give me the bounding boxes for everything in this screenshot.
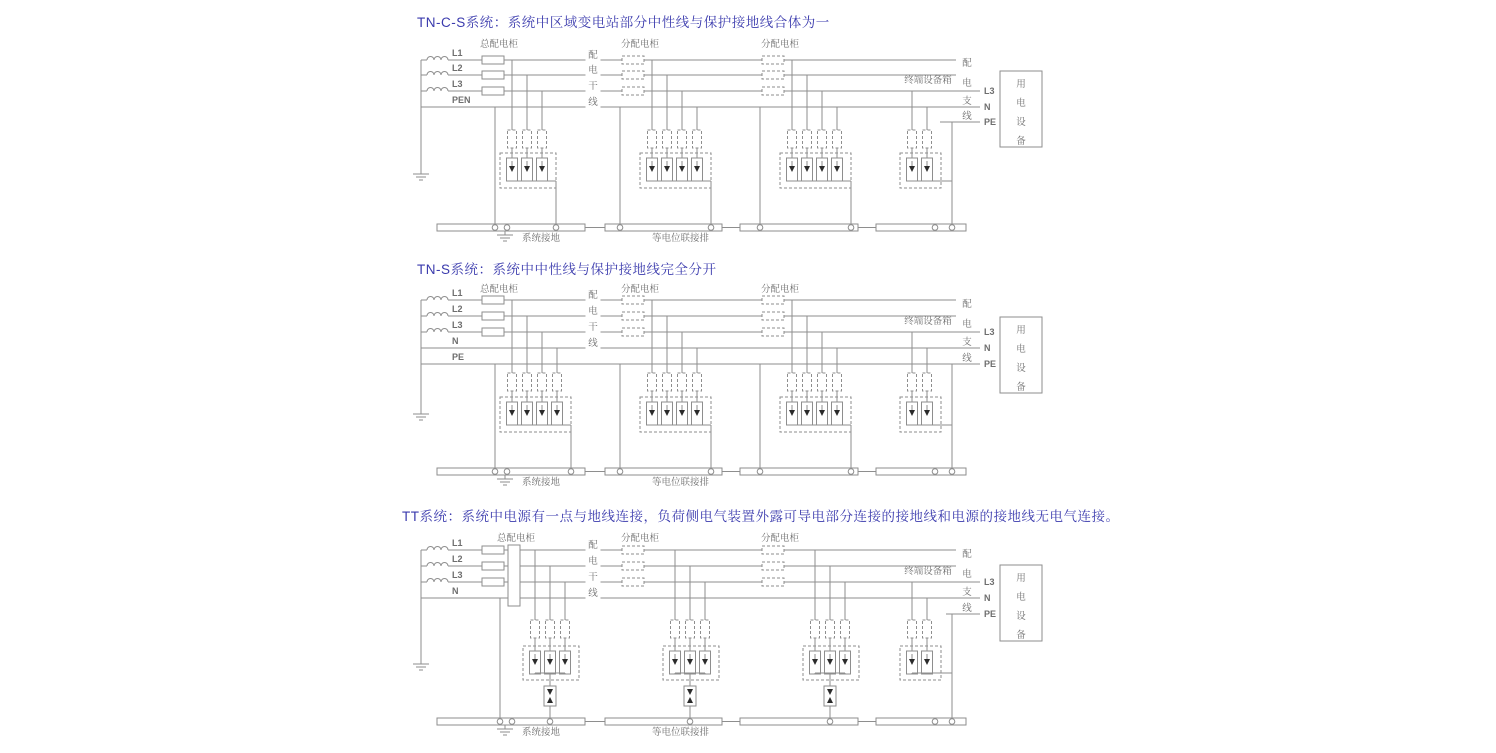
spd-disconnect (701, 620, 710, 638)
load-box-label-char: 用 (1016, 573, 1026, 584)
spd-disconnect (561, 620, 570, 638)
connection-node (497, 719, 503, 725)
trunk-label-char: 干 (588, 572, 598, 583)
spd-disconnect (788, 130, 797, 148)
load-box-label-char: 用 (1016, 79, 1026, 90)
fuse-box (622, 71, 644, 79)
branch-line-label: N (984, 593, 991, 603)
spd-disconnect (686, 620, 695, 638)
diagram-tt-title: TT系统：系统中电源有一点与地线连接，负荷侧电气装置外露可导电部分连接的接地线和电源的接地线无电气连接。 (402, 509, 1120, 524)
load-box-label-char: 电 (1016, 592, 1026, 603)
branch-line-label: L3 (984, 86, 995, 96)
fuse-box (762, 56, 784, 64)
connection-node (708, 469, 714, 475)
system-ground-label: 系统接地 (522, 233, 561, 244)
bonding-bar-label: 等电位联接排 (652, 233, 710, 244)
fuse-box (482, 546, 504, 554)
connection-node (848, 469, 854, 475)
connection-node (949, 719, 955, 725)
spd-disconnect (788, 373, 797, 391)
fuse-box (482, 87, 504, 95)
trunk-label-char: 线 (588, 97, 598, 108)
system-ground-label: 系统接地 (522, 477, 561, 488)
trunk-label-char: 干 (588, 322, 598, 333)
fuse-box (622, 562, 644, 570)
sub-cabinet-label: 分配电柜 (620, 39, 660, 50)
trunk-label-char: 电 (588, 306, 598, 317)
spd-disconnect (693, 373, 702, 391)
fuse-box (482, 328, 504, 336)
terminal-box-label: 终端设备箱 (904, 316, 952, 327)
coil-icon (427, 329, 448, 333)
connection-node (617, 225, 623, 231)
fuse-box (482, 578, 504, 586)
load-box-label-char: 电 (1016, 98, 1026, 109)
coil-icon (427, 297, 448, 301)
fuse-box (762, 562, 784, 570)
line-label: PE (452, 352, 465, 362)
system-ground-label: 系统接地 (522, 727, 561, 738)
connection-node (932, 469, 938, 475)
branch-label-char: 电 (962, 78, 972, 89)
branch-label-char: 线 (962, 603, 972, 614)
load-box-label-char: 用 (1016, 325, 1026, 336)
bonding-bar (740, 718, 858, 725)
branch-line-label: L3 (984, 327, 995, 337)
fuse-box (482, 562, 504, 570)
spd-disconnect (803, 373, 812, 391)
load-box-label-char: 备 (1016, 630, 1026, 641)
fuse-box (762, 87, 784, 95)
fuse-box (762, 546, 784, 554)
spd-disconnect (908, 130, 917, 148)
spd-disconnect (523, 373, 532, 391)
trunk-label-char: 线 (588, 588, 598, 599)
line-label: L3 (452, 79, 463, 89)
fuse-box (762, 71, 784, 79)
load-box-label-char: 设 (1016, 363, 1026, 374)
spd-disconnect (678, 373, 687, 391)
branch-label-char: 配 (962, 299, 972, 310)
spd-disconnect (671, 620, 680, 638)
spd-disconnect (908, 620, 917, 638)
spd-disconnect (663, 373, 672, 391)
branch-line-label: PE (984, 609, 997, 619)
connection-node (509, 719, 515, 725)
spd-disconnect (553, 373, 562, 391)
line-label: N (452, 336, 459, 346)
fuse-box (762, 296, 784, 304)
line-label: L2 (452, 304, 463, 314)
spd-disconnect (923, 373, 932, 391)
main-cabinet-label: 总配电柜 (496, 533, 536, 544)
sub-cabinet-label: 分配电柜 (620, 533, 660, 544)
trunk-label-char: 电 (588, 556, 598, 567)
sub-cabinet-label: 分配电柜 (760, 39, 800, 50)
branch-label-char: 电 (962, 569, 972, 580)
branch-line-label: PE (984, 359, 997, 369)
spd-disconnect (693, 130, 702, 148)
spd-disconnect (531, 620, 540, 638)
spd-disconnect (538, 373, 547, 391)
load-box-label-char: 电 (1016, 344, 1026, 355)
spd-disconnect (833, 373, 842, 391)
spd-disconnect (818, 130, 827, 148)
sub-cabinet-label: 分配电柜 (620, 284, 660, 295)
spd-disconnect (546, 620, 555, 638)
bonding-bar (437, 468, 585, 475)
trunk-label-char: 配 (588, 540, 598, 551)
diagram-tncs-title: TN-C-S系统：系统中区域变电站部分中性线与保护接地线合体为一 (417, 15, 830, 30)
fuse-box (482, 71, 504, 79)
branch-label-char: 线 (962, 111, 972, 122)
connection-node (568, 469, 574, 475)
load-box-label-char: 备 (1016, 382, 1026, 393)
fuse-box (622, 328, 644, 336)
spd-disconnect (818, 373, 827, 391)
sub-cabinet-label: 分配电柜 (760, 533, 800, 544)
line-label: L1 (452, 288, 463, 298)
connection-node (949, 225, 955, 231)
fuse-box (622, 87, 644, 95)
spd-disconnect (803, 130, 812, 148)
bonding-bar (437, 224, 585, 231)
line-label: N (452, 586, 459, 596)
fuse-box (482, 56, 504, 64)
trunk-label-char: 线 (588, 338, 598, 349)
branch-line-label: L3 (984, 577, 995, 587)
connection-node (504, 225, 510, 231)
line-label: L2 (452, 554, 463, 564)
main-cabinet-label: 总配电柜 (479, 39, 519, 50)
connection-node (848, 225, 854, 231)
branch-label-char: 支 (962, 337, 972, 348)
terminal-box-label: 终端设备箱 (904, 75, 952, 86)
connection-node (757, 469, 763, 475)
spd-disconnect (523, 130, 532, 148)
connection-node (492, 225, 498, 231)
diagram-tns-title: TN-S系统：系统中中性线与保护接地线完全分开 (417, 262, 717, 277)
branch-line-label: N (984, 343, 991, 353)
fuse-box (622, 56, 644, 64)
coil-icon (427, 72, 448, 76)
spd-disconnect (678, 130, 687, 148)
fuse-box (762, 578, 784, 586)
branch-label-char: 支 (962, 587, 972, 598)
spd-disconnect (663, 130, 672, 148)
connection-node (492, 469, 498, 475)
branch-label-char: 电 (962, 319, 972, 330)
spd-disconnect (923, 620, 932, 638)
coil-icon (427, 579, 448, 583)
coil-icon (427, 88, 448, 91)
line-label: L1 (452, 48, 463, 58)
coil-icon (427, 563, 448, 567)
branch-line-label: N (984, 102, 991, 112)
bonding-bar-label: 等电位联接排 (652, 477, 710, 488)
spd-disconnect (923, 130, 932, 148)
line-label: PEN (452, 95, 471, 105)
line-label: L1 (452, 538, 463, 548)
fuse-box (762, 328, 784, 336)
line-label: L2 (452, 63, 463, 73)
connection-node (827, 719, 833, 725)
fuse-box (622, 296, 644, 304)
connection-node (504, 469, 510, 475)
branch-label-char: 配 (962, 549, 972, 560)
line-label: L3 (452, 320, 463, 330)
connection-node (708, 225, 714, 231)
line-label: L3 (452, 570, 463, 580)
fuse-box (622, 578, 644, 586)
branch-label-char: 支 (962, 96, 972, 107)
bonding-bar-label: 等电位联接排 (652, 727, 710, 738)
coil-icon (427, 57, 448, 60)
trunk-label-char: 配 (588, 50, 598, 61)
spd-disconnect (508, 130, 517, 148)
bonding-bar (605, 718, 722, 725)
coil-icon (427, 547, 448, 550)
sub-cabinet-label: 分配电柜 (760, 284, 800, 295)
fuse-box (482, 312, 504, 320)
branch-label-char: 线 (962, 353, 972, 364)
connection-node (949, 469, 955, 475)
fuse-box (482, 296, 504, 304)
load-box-label-char: 设 (1016, 611, 1026, 622)
spd-disconnect (841, 620, 850, 638)
spd-disconnect (648, 373, 657, 391)
fuse-box (762, 312, 784, 320)
branch-label-char: 配 (962, 58, 972, 69)
branch-line-label: PE (984, 117, 997, 127)
connection-node (932, 225, 938, 231)
connection-node (547, 719, 553, 725)
spd-disconnect (538, 130, 547, 148)
spd-disconnect (508, 373, 517, 391)
spd-disconnect (908, 373, 917, 391)
trunk-label-char: 配 (588, 290, 598, 301)
spd-disconnect (833, 130, 842, 148)
terminal-box-label: 终端设备箱 (904, 566, 952, 577)
connection-node (757, 225, 763, 231)
load-box-label-char: 设 (1016, 117, 1026, 128)
main-cabinet-bar (508, 545, 520, 606)
connection-node (687, 719, 693, 725)
trunk-label-char: 干 (588, 81, 598, 92)
spd-disconnect (811, 620, 820, 638)
trunk-label-char: 电 (588, 65, 598, 76)
coil-icon (427, 313, 448, 316)
load-box-label-char: 备 (1016, 136, 1026, 147)
connection-node (617, 469, 623, 475)
fuse-box (622, 312, 644, 320)
spd-disconnect (826, 620, 835, 638)
connection-node (553, 225, 559, 231)
connection-node (932, 719, 938, 725)
main-cabinet-label: 总配电柜 (479, 284, 519, 295)
spd-disconnect (648, 130, 657, 148)
fuse-box (622, 546, 644, 554)
